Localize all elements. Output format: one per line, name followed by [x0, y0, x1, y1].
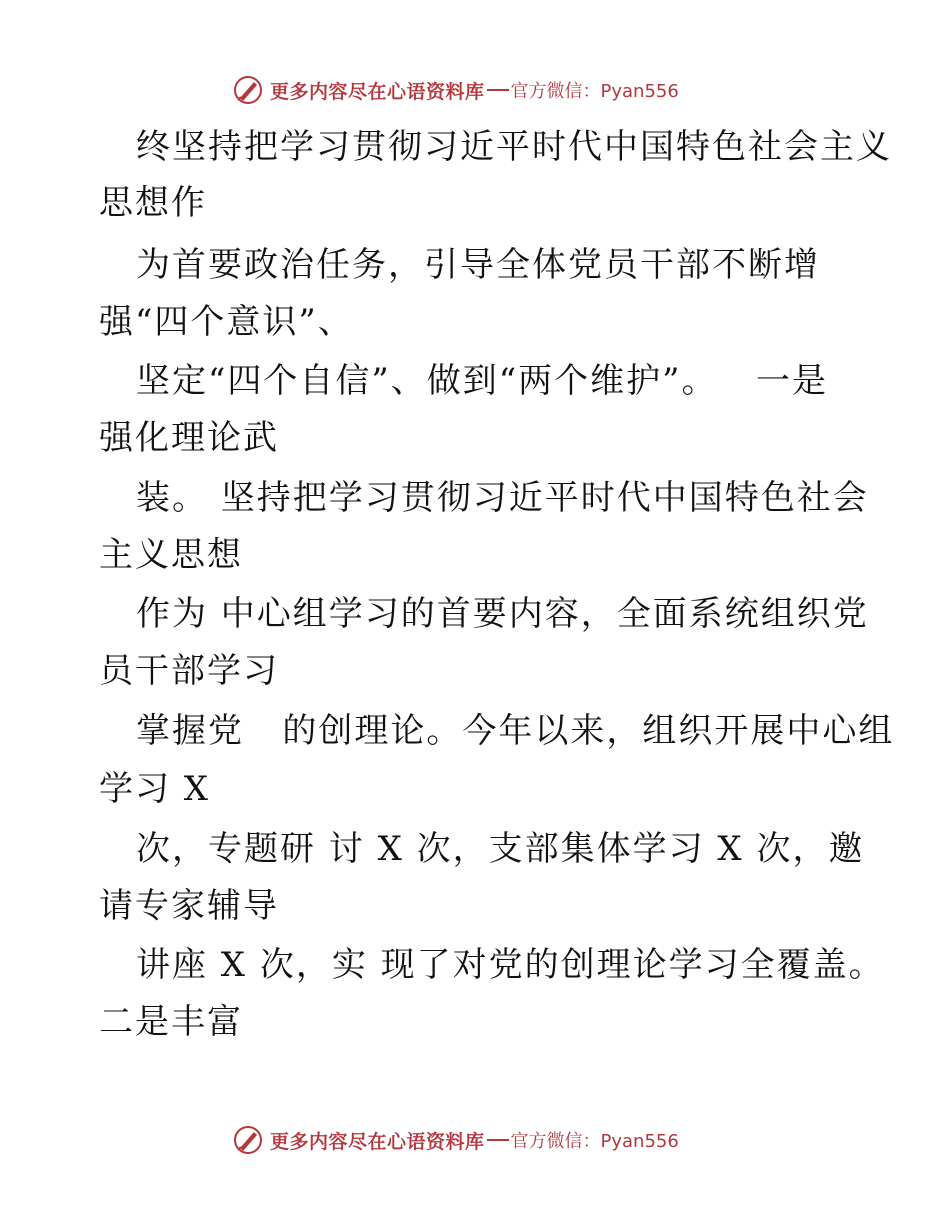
watermark-wechat-text: 官方微信：Pyan556	[510, 81, 679, 102]
body-line: 主义思想	[99, 535, 243, 575]
body-line: 掌握党 的创理论。今年以来，组织开展中心组	[136, 711, 895, 751]
watermark-dash	[487, 1139, 509, 1141]
quill-pen-circle-icon	[232, 74, 264, 106]
body-line: 讲座 X 次，实 现了对党的创理论学习全覆盖。	[136, 945, 885, 985]
watermark-wechat-text: 官方微信：Pyan556	[510, 1131, 679, 1152]
body-line: 强“四个意识”、	[99, 302, 354, 342]
header-watermark	[232, 72, 732, 108]
body-line: 强化理论武	[99, 418, 279, 458]
body-line: 装。 坚持把学习贯彻习近平时代中国特色社会	[136, 478, 869, 518]
watermark-promo-text: 更多内容尽在心语资料库	[270, 1130, 485, 1153]
body-line: 二是丰富	[99, 1002, 243, 1042]
quill-pen-circle-icon	[232, 1124, 264, 1156]
body-line: 请专家辅导	[99, 886, 279, 926]
body-line: 学习 X	[99, 769, 211, 809]
watermark-dash	[487, 89, 509, 91]
body-line: 终坚持把学习贯彻习近平时代中国特色社会主义	[136, 127, 892, 167]
watermark-promo-text: 更多内容尽在心语资料库	[270, 80, 485, 103]
body-line: 思想作	[99, 183, 207, 223]
body-line: 次，专题研 讨 X 次，支部集体学习 X 次，邀	[136, 829, 865, 869]
body-line: 作为 中心组学习的首要内容，全面系统组织党	[136, 594, 869, 634]
body-line: 为首要政治任务，引导全体党员干部不断增	[136, 245, 820, 285]
footer-watermark	[232, 1122, 732, 1158]
body-line: 坚定“四个自信”、做到“两个维护”。 一是	[136, 361, 828, 401]
body-line: 员干部学习	[99, 651, 279, 691]
